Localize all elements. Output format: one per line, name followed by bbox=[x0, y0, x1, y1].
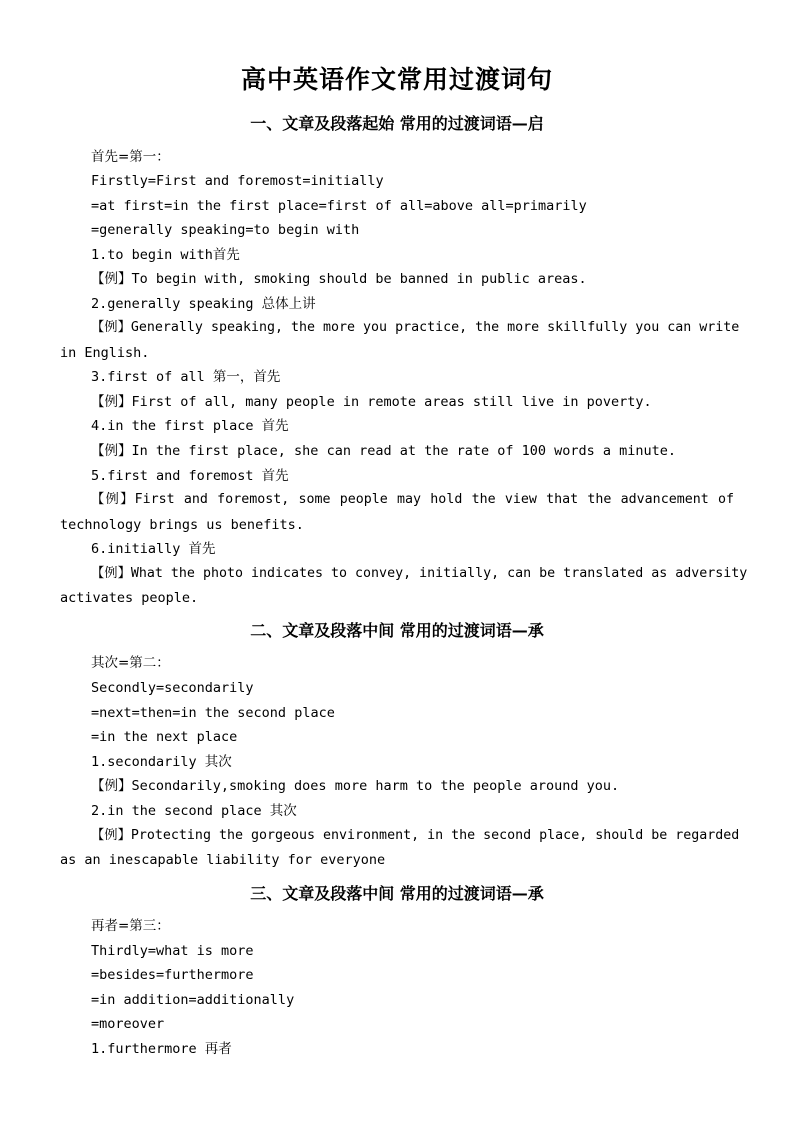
section-2-line: =in the next place bbox=[91, 729, 238, 745]
section-2-example: 【例】Secondarily,smoking does more harm to the people around you. bbox=[91, 778, 620, 794]
section-1-item: 5.first and foremost 首先 bbox=[91, 468, 289, 484]
section-2-example: 【例】Protecting the gorgeous environment, in the second place, should be regarded bbox=[91, 828, 740, 843]
section-1-item: 3.first of all 第一，首先 bbox=[91, 369, 281, 385]
section-3-intro: 再者=第三： bbox=[91, 918, 170, 934]
section-2-line: Secondly=secondarily bbox=[91, 680, 254, 696]
section-heading-2: 二、文章及段落中间 常用的过渡词语—承 bbox=[250, 621, 544, 640]
section-1-item: 1.to begin with首先 bbox=[91, 247, 240, 263]
section-1-example-continued: in English. bbox=[60, 345, 150, 361]
section-1-item: 6.initially 首先 bbox=[91, 541, 216, 557]
section-2-line: =next=then=in the second place bbox=[91, 705, 335, 721]
section-3-line: =besides=furthermore bbox=[91, 967, 254, 983]
section-3-item: 1.furthermore 再者 bbox=[91, 1041, 232, 1057]
section-1-example: 【例】To begin with, smoking should be banned in public areas. bbox=[91, 271, 587, 287]
section-1-example: 【例】First of all, many people in remote areas still live in poverty. bbox=[91, 394, 652, 410]
section-3-line: Thirdly=what is more bbox=[91, 943, 254, 959]
section-1-item: 2.generally speaking 总体上讲 bbox=[91, 296, 316, 312]
section-3-line: =moreover bbox=[91, 1016, 165, 1032]
section-2-item: 1.secondarily 其次 bbox=[91, 754, 232, 770]
section-1-example-continued: technology brings us benefits. bbox=[60, 517, 304, 533]
section-1-line: Firstly=First and foremost=initially bbox=[91, 173, 384, 189]
section-1-example: 【例】What the photo indicates to convey, initially, can be translated as adversity bbox=[91, 566, 748, 581]
section-2-example-continued: as an inescapable liability for everyone bbox=[60, 852, 386, 868]
section-1-example: 【例】First and foremost, some people may hold the view that the advancement of bbox=[91, 492, 734, 507]
section-2-intro: 其次=第二： bbox=[91, 655, 170, 671]
section-1-intro: 首先=第一： bbox=[91, 149, 170, 165]
section-1-example: 【例】Generally speaking, the more you practice, the more skillfully you can write bbox=[91, 320, 740, 335]
section-1-example-continued: activates people. bbox=[60, 590, 199, 606]
section-1-line: =at first=in the first place=first of all=above all=primarily bbox=[91, 198, 587, 214]
section-1-item: 4.in the first place 首先 bbox=[91, 418, 289, 434]
section-3-line: =in addition=additionally bbox=[91, 992, 295, 1008]
section-1-line: =generally speaking=to begin with bbox=[91, 222, 360, 238]
page-title: 高中英语作文常用过渡词句 bbox=[240, 65, 553, 94]
section-2-item: 2.in the second place 其次 bbox=[91, 803, 297, 819]
section-heading-1: 一、文章及段落起始 常用的过渡词语—启 bbox=[250, 114, 544, 133]
section-heading-3: 三、文章及段落中间 常用的过渡词语—承 bbox=[250, 884, 544, 903]
section-1-example: 【例】In the first place, she can read at the rate of 100 words a minute. bbox=[91, 443, 677, 459]
